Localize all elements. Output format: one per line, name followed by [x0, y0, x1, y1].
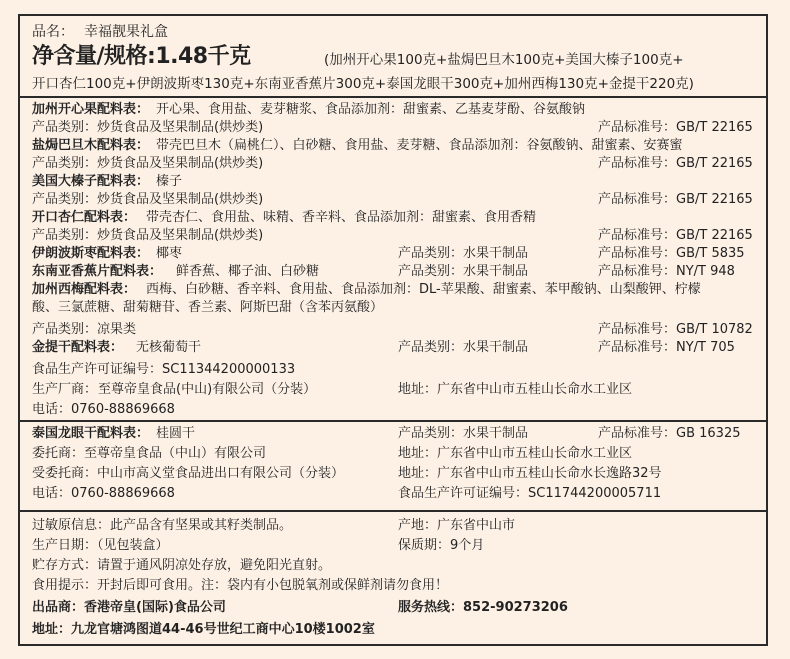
allergen-info: 过敏原信息：此产品含有坚果或其籽类制品。 [32, 518, 293, 533]
eating-tip: 食用提示：开封后即可食用。注：袋内有小包脱氧剂或保鲜剂请勿食用！ [32, 578, 449, 593]
banana-title: 东南亚香蕉片配料表： [32, 264, 163, 279]
divider [20, 420, 766, 422]
production-date: 生产日期：（见包装盒） [32, 538, 169, 553]
almond-standard: 产品标准号：GB/T 22165 [598, 156, 753, 171]
raisin-category: 产品类别：水果干制品 [398, 340, 529, 355]
longan-standard: 产品标准号：GB 16325 [598, 426, 741, 441]
apricot-category: 产品类别：炒货食品及坚果制品(烘炒类) [32, 228, 264, 243]
manufacturer-address: 地址：广东省中山市五桂山长命水工业区 [398, 382, 633, 397]
manufacturer-label: 生产厂商： [32, 382, 98, 397]
pistachio-standard: 产品标准号：GB/T 22165 [598, 120, 753, 135]
prune-ingredients-2: 酸、三氯蔗糖、甜菊糖苷、香兰素、阿斯巴甜（含苯丙氨酸） [32, 300, 384, 315]
client: 委托商：至尊帝皇食品（中山）有限公司 [32, 446, 267, 461]
phone-2: 电话：0760-88869668 [32, 486, 175, 501]
net-content-detail-2: 开口杏仁100克+伊朗波斯枣130克+东南亚香蕉片300克+泰国龙眼干300克+加州西梅130克+金提干220克) [32, 76, 694, 92]
date-standard: 产品标准号：GB/T 5835 [598, 246, 745, 261]
prune-standard: 产品标准号：GB/T 10782 [598, 322, 753, 337]
pistachio-title: 加州开心果配料表： [32, 102, 150, 117]
longan-ingredients: 桂圆干 [156, 426, 196, 441]
issuer: 出品商：香港帝皇(国际)食品公司 [32, 600, 226, 615]
hazelnut-ingredients: 榛子 [156, 174, 183, 189]
date-title: 伊朗波斯枣配料表： [32, 246, 150, 261]
issuer-address: 地址：九龙官塘鸿图道44-46号世纪工商中心10楼1002室 [32, 622, 375, 637]
contractor-address: 地址：广东省中山市五桂山长命水长逸路32号 [398, 466, 662, 481]
longan-category: 产品类别：水果干制品 [398, 426, 529, 441]
storage: 贮存方式：请置于通风阴凉处存放，避免阳光直射。 [32, 558, 332, 573]
hazelnut-title: 美国大榛子配料表： [32, 174, 150, 189]
origin: 产地：广东省中山市 [398, 518, 516, 533]
raisin-title: 金提干配料表： [32, 340, 124, 355]
banana-category: 产品类别：水果干制品 [398, 264, 529, 279]
manufacturer: 至尊帝皇食品(中山)有限公司（分装） [98, 382, 317, 397]
prune-category: 产品类别：凉果类 [32, 322, 137, 337]
divider [20, 96, 766, 98]
contractor: 受委托商：中山市高义堂食品进出口有限公司（分装） [32, 466, 345, 481]
license-1: 食品生产许可证编号：SC11344200000133 [32, 362, 296, 377]
license-2: 食品生产许可证编号：SC11744200005711 [398, 486, 662, 501]
date-ingredients: 椰枣 [156, 246, 183, 261]
phone-1: 电话：0760-88869668 [32, 402, 175, 417]
raisin-ingredients: 无核葡萄干 [136, 340, 202, 355]
product-name-label: 品名： [32, 24, 74, 40]
client-address: 地址：广东省中山市五桂山长命水工业区 [398, 446, 633, 461]
banana-standard: 产品标准号：NY/T 948 [598, 264, 735, 279]
hazelnut-category: 产品类别：炒货食品及坚果制品(烘炒类) [32, 192, 264, 207]
banana-ingredients: 鲜香蕉、椰子油、白砂糖 [176, 264, 320, 279]
product-name: 幸福靓果礼盒 [84, 24, 168, 40]
divider [20, 510, 766, 512]
almond-title: 盐焗巴旦木配料表： [32, 138, 150, 153]
apricot-standard: 产品标准号：GB/T 22165 [598, 228, 753, 243]
shelf-life: 保质期：9个月 [398, 538, 485, 553]
net-content-detail-1: (加州开心果100克+盐焗巴旦木100克+美国大榛子100克+ [324, 52, 684, 68]
pistachio-ingredients: 开心果、食用盐、麦芽糖浆、食品添加剂：甜蜜素、乙基麦芽酚、谷氨酸钠 [156, 102, 586, 117]
longan-title: 泰国龙眼干配料表： [32, 426, 150, 441]
prune-ingredients-1: 西梅、白砂糖、香辛料、食用盐、食品添加剂：DL-苹果酸、甜蜜素、苯甲酸钠、山梨酸钾、柠檬 [146, 282, 701, 297]
date-category: 产品类别：水果干制品 [398, 246, 529, 261]
apricot-title: 开口杏仁配料表： [32, 210, 137, 225]
almond-category: 产品类别：炒货食品及坚果制品(烘炒类) [32, 156, 264, 171]
hotline: 服务热线：852-90273206 [398, 600, 568, 615]
almond-ingredients: 带壳巴旦木（扁桃仁）、白砂糖、食用盐、麦芽糖、食品添加剂：谷氨酸钠、甜蜜素、安赛蜜 [156, 138, 683, 153]
pistachio-category: 产品类别：炒货食品及坚果制品(烘炒类) [32, 120, 264, 135]
net-content-title: 净含量/规格:1.48千克 [32, 44, 251, 69]
hazelnut-standard: 产品标准号：GB/T 22165 [598, 192, 753, 207]
apricot-ingredients: 带壳杏仁、食用盐、味精、香辛料、食品添加剂：甜蜜素、食用香精 [146, 210, 537, 225]
nutrition-label [18, 14, 768, 646]
raisin-standard: 产品标准号：NY/T 705 [598, 340, 735, 355]
prune-title: 加州西梅配料表： [32, 282, 137, 297]
